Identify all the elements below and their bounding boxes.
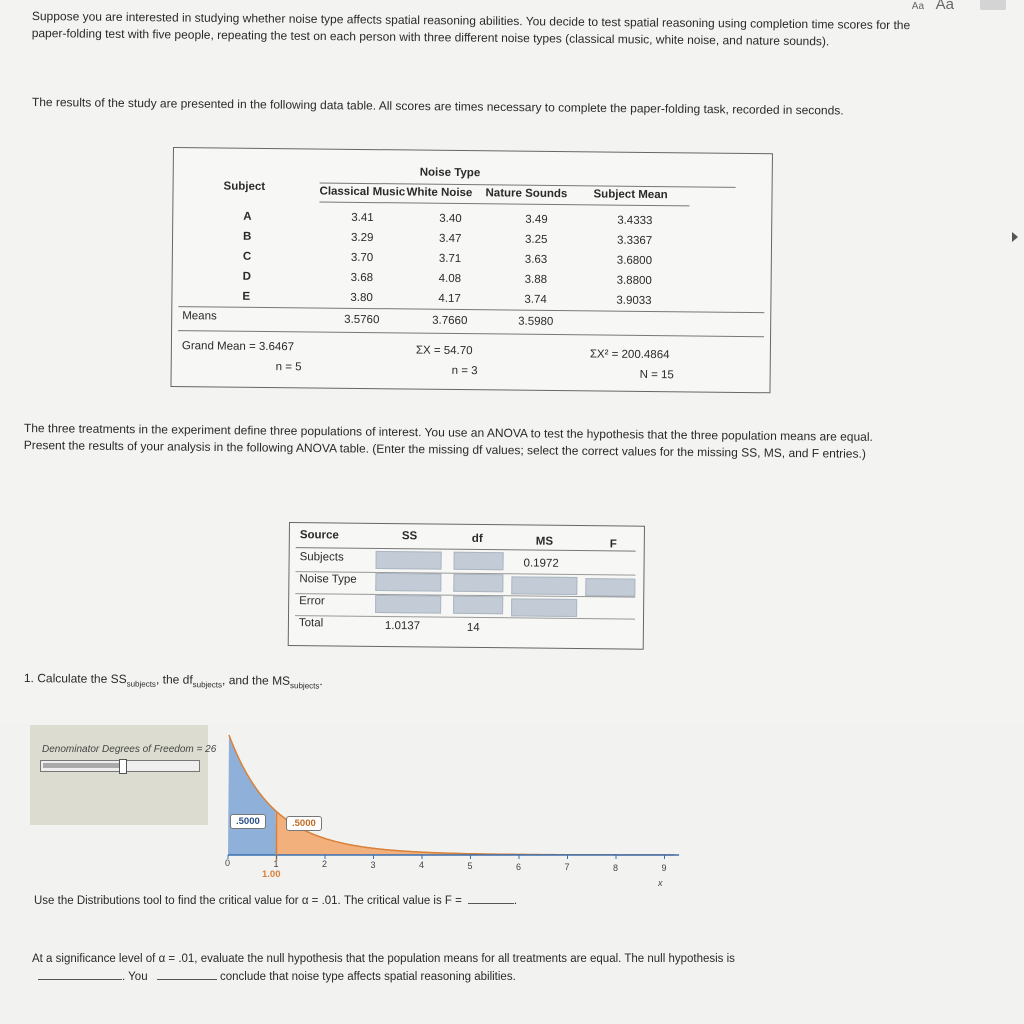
x-tick-label: 8: [613, 862, 619, 873]
ss-total-value: 1.0137: [384, 620, 421, 633]
question-2: Use the Distributions tool to find the critical value for α = .01. The critical value is F = .: [34, 895, 518, 907]
question-3: At a significance level of α = .01, evaluate the null hypothesis that the population means for all treatments are equal. The null hypothesis is . You conclude that noise type affects spatial reasoning abilities.: [32, 953, 735, 983]
subheader-rule: [319, 202, 689, 207]
df-error-input[interactable]: [453, 596, 503, 615]
x-tick-label: 3: [370, 859, 376, 870]
means-label: Means: [182, 310, 217, 323]
cell-c-classical: 3.70: [350, 251, 374, 265]
noise-type-header: Noise Type: [419, 166, 481, 180]
font-small-button[interactable]: Aa: [911, 1, 925, 12]
n-treatments: n = 3: [451, 364, 478, 378]
f-noise-select[interactable]: [585, 578, 635, 597]
df-total-value: 14: [466, 621, 480, 635]
anova-header-f: F: [609, 538, 617, 551]
cell-b-classical: 3.29: [350, 231, 374, 245]
intro-paragraph: Suppose you are interested in studying whether noise type affects spatial reasoning abilities. You decide to test spatial reasoning using completion time scores for the paper-folding test with five people, repeating the test on each person with three different noise types (classical music, white noise, and nature sounds).: [31, 8, 911, 49]
right-area-fill: [277, 812, 675, 855]
summary-rule: [178, 330, 764, 337]
font-size-controls[interactable]: [912, 0, 954, 13]
right-area-label[interactable]: .5000: [286, 816, 322, 831]
conclusion-dropdown[interactable]: [157, 979, 217, 980]
anova-row-total: Total: [298, 617, 324, 630]
dof-slider-fill: [43, 763, 121, 768]
cell-e-classical: 3.80: [350, 291, 373, 305]
x-tick-label: 0: [225, 858, 231, 868]
print-icon[interactable]: [980, 0, 1006, 10]
col-white: White Noise: [406, 186, 473, 200]
anova-header-ms: MS: [535, 535, 554, 548]
cell-b-mean: 3.3367: [616, 234, 653, 248]
mean-white: 3.7660: [432, 314, 468, 328]
cell-e-white: 4.17: [438, 292, 461, 306]
df-subjects-input[interactable]: [454, 552, 504, 571]
subject-header: Subject: [223, 180, 266, 193]
anova-rule-3: [295, 615, 635, 620]
col-subject-mean: Subject Mean: [593, 188, 668, 202]
cell-c-mean: 3.6800: [616, 254, 653, 268]
x-tick-label: 7: [564, 862, 570, 873]
cell-a-white: 3.40: [439, 212, 462, 226]
ss-noise-select[interactable]: [375, 573, 441, 592]
null-hypothesis-dropdown[interactable]: [38, 979, 122, 980]
cell-b-nature: 3.25: [524, 233, 548, 246]
cell-a-mean: 3.4333: [617, 214, 653, 228]
ms-noise-select[interactable]: [511, 576, 577, 595]
cell-c-nature: 3.63: [524, 253, 548, 266]
anova-row-error: Error: [299, 595, 325, 608]
mean-nature: 3.5980: [518, 315, 554, 328]
x-tick-label: 4: [419, 860, 425, 871]
cell-a-nature: 3.49: [525, 213, 548, 226]
means-rule: [178, 306, 764, 313]
mean-classical: 3.5760: [344, 313, 380, 327]
anova-header-source: Source: [299, 529, 339, 542]
tool-control-panel: [30, 725, 208, 825]
ms-subjects-value: 0.1972: [523, 557, 559, 570]
cell-e-nature: 3.74: [524, 293, 547, 306]
anova-row-noise: Noise Type: [299, 573, 357, 586]
cell-c-white: 3.71: [438, 252, 462, 266]
x-tick-label: 1: [273, 858, 279, 869]
subject-e: E: [242, 290, 251, 303]
dof-label: Denominator Degrees of Freedom = 26: [42, 744, 217, 755]
sum-x-squared: ΣX² = 200.4864: [589, 348, 670, 362]
ss-error-select[interactable]: [375, 595, 441, 614]
anova-header-ss: SS: [401, 530, 418, 543]
x-tick-label: 5: [467, 861, 473, 871]
x-tick-label: 9: [661, 863, 667, 874]
cell-d-nature: 3.88: [524, 273, 548, 286]
sum-x: ΣX = 54.70: [415, 344, 473, 358]
cell-e-mean: 3.9033: [616, 294, 652, 308]
x-axis-label: x: [658, 878, 663, 888]
mouse-cursor-icon: [1012, 232, 1018, 242]
results-paragraph: The results of the study are presented in the following data table. All scores are times necessary to complete the paper-folding task, recorded in seconds.: [31, 94, 844, 118]
cell-d-white: 4.08: [438, 272, 462, 286]
n-subjects: n = 5: [275, 361, 302, 374]
left-area-fill: [228, 735, 277, 855]
anova-row-subjects: Subjects: [299, 551, 344, 564]
anova-table: [288, 522, 645, 650]
question-1: 1. Calculate the $SS_{subjects}$, the $df_{subjects}$, and the $MS_{subjects}$.: [23, 671, 323, 691]
data-table: [170, 147, 772, 393]
grand-mean: Grand Mean = 3.6467: [181, 340, 295, 354]
cell-b-white: 3.47: [438, 232, 462, 246]
subject-a: A: [243, 210, 252, 223]
left-area-label[interactable]: .5000: [230, 814, 266, 829]
subject-b: B: [243, 230, 252, 243]
n-total: N = 15: [639, 368, 674, 382]
dof-slider[interactable]: [40, 760, 200, 772]
x-tick-label: 2: [322, 859, 328, 870]
ms-error-select[interactable]: [511, 598, 577, 617]
cell-a-classical: 3.41: [351, 211, 374, 225]
cell-d-mean: 3.8800: [616, 274, 652, 288]
col-classical: Classical Music: [319, 185, 406, 199]
anova-instructions: The three treatments in the experiment define three populations of interest. You use an ANOVA to test the hypothesis that the three population means are equal. Present the results of your analysis in the following ANOVA table. (Enter the missing df values; select the correct values for the missing SS, MS, and F entries.): [23, 420, 873, 461]
f-distribution-chart[interactable]: [210, 725, 680, 885]
col-nature: Nature Sounds: [485, 187, 568, 201]
cutoff-label[interactable]: 1.00: [262, 869, 281, 880]
font-large-button[interactable]: Aa: [935, 0, 954, 13]
subject-c: C: [242, 250, 252, 263]
ss-subjects-select[interactable]: [376, 551, 442, 570]
dof-slider-thumb[interactable]: [119, 759, 127, 774]
subject-d: D: [242, 270, 252, 283]
x-tick-label: 6: [516, 861, 522, 872]
df-noise-input[interactable]: [453, 574, 503, 593]
critical-value-input[interactable]: [468, 903, 514, 904]
cell-d-classical: 3.68: [350, 271, 374, 285]
anova-header-df: df: [471, 532, 483, 546]
